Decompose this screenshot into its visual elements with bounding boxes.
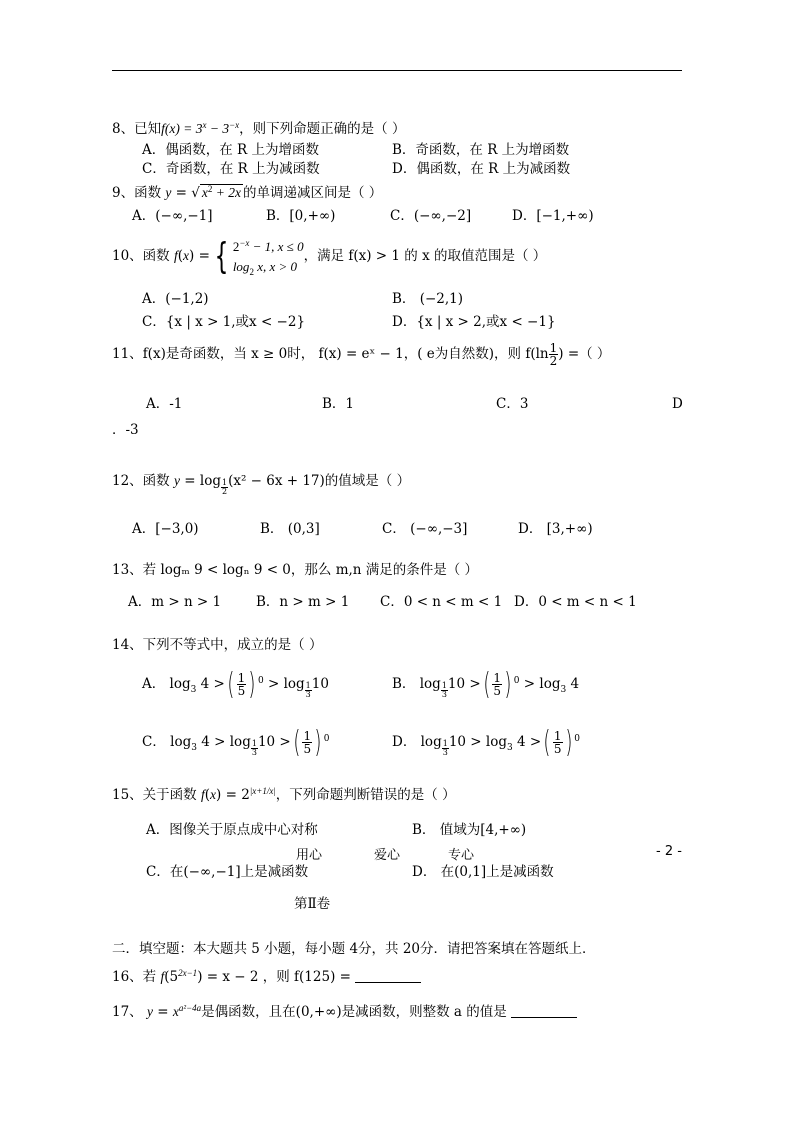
option-10c: C．{x | x > 1,或x < −2} xyxy=(142,314,306,330)
question-11: 11、f(x)是奇函数，当 x ≥ 0时， f(x) = eˣ − 1，( e为自然数)，则 f(ln $\frac{1}{2}$ ) =（ ） xyxy=(112,341,611,368)
section-title: 第Ⅱ卷 xyxy=(294,896,331,912)
question-17: 17、 $y = x^{a^2-4a}$是偶函数，且在(0,+∞)是减函数，则整数 a 的值是 xyxy=(112,1003,577,1021)
option-12a: A．[−3,0) xyxy=(132,521,199,537)
option-10d: D．{x | x > 2,或x < −1} xyxy=(392,314,556,330)
option-8a: A．偶函数，在 R 上为增函数 xyxy=(142,142,319,158)
option-12b: B． (0,3] xyxy=(260,521,320,537)
option-13a: A．m > n > 1 xyxy=(128,594,222,610)
option-13c: C．0 < n < m < 1 xyxy=(380,594,503,610)
answer-blank-17[interactable] xyxy=(511,1003,577,1018)
option-15d: D． 在(0,1]上是减函数 xyxy=(412,864,554,880)
footer-word-1: 用心 xyxy=(296,848,323,863)
option-11a: A．-1 xyxy=(146,396,183,412)
option-14b: B． log $\frac{1}{3}$ 10 >( $\frac{1}{5}$ ) $^0 > \log_3 4$ xyxy=(392,666,580,702)
option-9b: B．[0,+∞) xyxy=(266,208,336,224)
option-14c: C． $\log_3 4 > \log$ $\frac{1}{3}$ 10 >( $\frac{1}{5}$ ) $^0$ xyxy=(142,724,330,760)
option-14d: D． log $\frac{1}{3}$ $10 > \log_3 4$ >( $\frac{1}{5}$ ) $^0$ xyxy=(392,724,581,760)
option-12c: C． (−∞,−3] xyxy=(382,521,468,537)
option-15c: C．在(−∞,−1]上是减函数 xyxy=(146,864,309,880)
option-12d: D． [3,+∞) xyxy=(518,521,593,537)
question-16: 16、若 $f(5^{2x-1}) = x - 2$ ，则 f(125) = xyxy=(112,968,421,986)
option-8b: B．奇函数，在 R 上为增函数 xyxy=(392,142,570,158)
question-9: 9、函数 y = √ $x^2 + 2x$ 的单调递减区间是（ ） xyxy=(112,184,383,201)
question-15: 15、关于函数 $f(x) = 2^{|x+1/x|}$，下列命题判断错误的是（ ） xyxy=(112,786,456,803)
option-8c: C．奇函数，在 R 上为减函数 xyxy=(142,161,320,177)
option-9d: D．[−1,+∞) xyxy=(512,208,594,224)
option-13d: D．0 < m < n < 1 xyxy=(514,594,637,610)
option-10a: A．(−1,2) xyxy=(142,291,209,307)
option-11c: C．3 xyxy=(496,396,529,412)
question-8: 8、已知$f(x) = 3^x - 3^{-x}$，则下列命题正确的是（ ） xyxy=(112,120,406,137)
option-9a: A．(−∞,−1] xyxy=(132,208,213,224)
option-15b: B． 值域为[4,+∞) xyxy=(412,822,527,838)
option-13b: B．n > m > 1 xyxy=(256,594,350,610)
option-9c: C．(−∞,−2] xyxy=(390,208,472,224)
option-8d: D．偶函数，在 R 上为减函数 xyxy=(392,161,571,177)
question-12: 12、函数 y = log $\frac{1}{2}$ (x² − 6x + 17)的值域是（ ） xyxy=(112,473,411,496)
option-11b: B．1 xyxy=(322,396,355,412)
page-number: - 2 - xyxy=(656,844,682,859)
option-14a: A． $\log_3 4$ >( $\frac{1}{5}$ ) $^0$ > log $\frac{1}{3}$ 10 xyxy=(142,666,329,702)
question-14: 14、下列不等式中，成立的是（ ） xyxy=(112,637,323,653)
footer-word-3: 专心 xyxy=(448,848,475,863)
footer-word-2: 爱心 xyxy=(374,848,401,863)
option-15a: A．图像关于原点成中心对称 xyxy=(146,822,318,838)
question-10: 10、函数 f(x) = { $2^{-x} - 1$, x ≤ 0 $\log_2 x$, x > 0，满足 f(x) > 1 的 x 的取值范围是（ ） xyxy=(112,235,547,277)
option-10b: B． (−2,1) xyxy=(392,291,464,307)
question-13: 13、若 logₘ 9 < logₙ 9 < 0，那么 m,n 满足的条件是（ ） xyxy=(112,562,479,578)
fill-in-heading: 二．填空题：本大题共 5 小题，每小题 4分，共 20分．请把答案填在答题纸上． xyxy=(112,941,596,957)
header-rule xyxy=(112,70,682,71)
option-11d-value: ．-3 xyxy=(112,422,139,438)
option-11d-letter: D xyxy=(672,396,683,412)
answer-blank-16[interactable] xyxy=(355,968,421,983)
